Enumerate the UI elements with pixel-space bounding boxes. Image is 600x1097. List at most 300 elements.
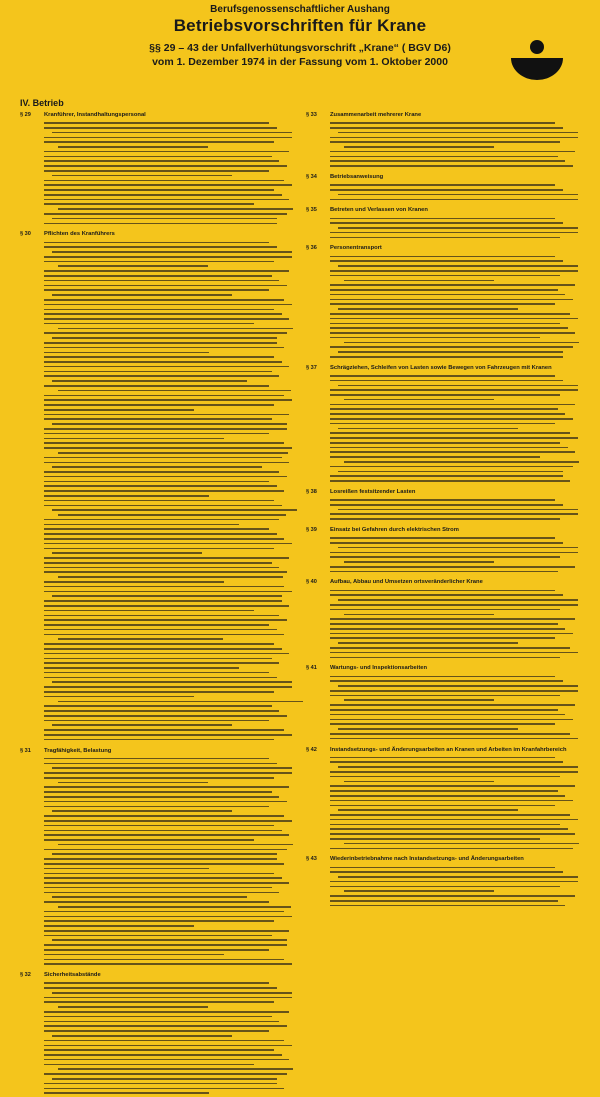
section-title: Tragfähigkeit, Belastung	[44, 747, 112, 754]
section-title: Betreten und Verlassen von Kranen	[330, 207, 428, 214]
text-line	[330, 895, 575, 897]
text-line	[44, 567, 279, 569]
text-line	[330, 184, 555, 186]
text-line	[344, 461, 579, 463]
text-line	[344, 561, 494, 563]
text-line	[330, 270, 578, 272]
section	[306, 365, 580, 485]
text-line	[44, 791, 272, 793]
text-line	[44, 605, 289, 607]
text-line	[330, 284, 575, 286]
text-line	[44, 571, 287, 573]
text-line	[44, 1021, 279, 1023]
text-line	[44, 500, 274, 502]
text-line	[44, 959, 284, 961]
text-line	[44, 289, 269, 291]
text-line	[338, 385, 578, 387]
text-line	[44, 658, 272, 660]
text-line	[344, 890, 494, 892]
text-line	[330, 289, 558, 291]
text-line	[330, 657, 560, 659]
text-line	[330, 275, 560, 277]
text-line	[44, 920, 274, 922]
text-line	[44, 385, 269, 387]
text-line	[44, 581, 224, 583]
text-line	[44, 447, 292, 449]
text-line	[44, 342, 277, 344]
text-line	[44, 667, 239, 669]
text-line	[44, 137, 292, 139]
text-line	[44, 160, 279, 162]
text-line	[44, 935, 272, 937]
text-line	[330, 571, 558, 573]
text-line	[44, 261, 274, 263]
text-line	[44, 801, 287, 803]
page-title: Betriebsvorschriften für Krane	[173, 16, 427, 35]
text-line	[44, 892, 279, 894]
text-line	[330, 165, 573, 167]
text-line	[44, 815, 284, 817]
text-line	[44, 858, 277, 860]
section	[20, 112, 294, 227]
text-line	[330, 499, 555, 501]
text-line	[52, 595, 282, 597]
text-line	[330, 418, 573, 420]
text-line	[44, 763, 277, 765]
text-line	[338, 642, 518, 644]
text-line	[330, 609, 560, 611]
text-line	[44, 548, 274, 550]
text-line	[44, 318, 289, 320]
text-line	[330, 800, 573, 802]
text-line	[44, 634, 284, 636]
text-line	[44, 1059, 289, 1061]
text-line	[52, 337, 277, 339]
section-title: Personentransport	[330, 245, 382, 252]
text-line	[44, 1045, 292, 1047]
text-line	[44, 127, 277, 129]
text-line	[44, 1001, 274, 1003]
text-line	[330, 552, 578, 554]
text-line	[44, 285, 287, 287]
text-line	[330, 785, 575, 787]
text-line	[44, 490, 284, 492]
text-line	[330, 680, 563, 682]
text-line	[52, 466, 262, 468]
text-line	[52, 380, 247, 382]
section	[306, 245, 580, 360]
section-number: § 37	[306, 364, 317, 371]
text-line	[330, 122, 555, 124]
section-number: § 35	[306, 207, 317, 214]
text-line	[330, 394, 560, 396]
text-line	[44, 715, 287, 717]
text-line	[330, 795, 565, 797]
text-line	[330, 375, 555, 377]
text-line	[44, 820, 292, 822]
text-line	[330, 323, 560, 325]
text-line	[330, 790, 558, 792]
text-line	[344, 399, 494, 401]
text-line	[44, 873, 274, 875]
text-line	[44, 1049, 274, 1051]
text-line	[52, 132, 292, 134]
text-line	[44, 299, 284, 301]
section	[306, 174, 580, 203]
section-number: § 31	[20, 747, 31, 754]
text-line	[330, 647, 570, 649]
text-line	[330, 566, 575, 568]
text-line	[44, 366, 289, 368]
text-line	[44, 347, 284, 349]
text-line	[330, 833, 575, 835]
text-line	[330, 828, 568, 830]
section-number: § 38	[306, 488, 317, 495]
text-line	[44, 600, 282, 602]
text-line	[330, 475, 563, 477]
text-line	[44, 777, 274, 779]
text-line	[44, 256, 292, 258]
text-line	[44, 361, 282, 363]
text-line	[52, 1035, 232, 1037]
text-line	[44, 524, 239, 526]
section-title: Instandsetzungs- und Änderungsarbeiten an Kranen und Arbeiten im Kranfahrbereich	[330, 746, 567, 753]
text-line	[44, 615, 279, 617]
text-line	[330, 303, 555, 305]
subtitle: §§ 29 – 43 der Unfallverhütungsvorschrift „Krane“ ( BGV D6)	[149, 42, 451, 54]
text-line	[44, 203, 254, 205]
text-line	[330, 299, 573, 301]
text-line	[52, 681, 292, 683]
section-number: § 29	[20, 112, 31, 118]
section	[306, 665, 580, 742]
text-line	[44, 304, 292, 306]
text-line	[330, 709, 558, 711]
text-line	[330, 480, 570, 482]
text-line	[44, 414, 289, 416]
text-line	[44, 332, 287, 334]
text-line	[52, 767, 292, 769]
text-line	[44, 696, 194, 698]
text-line	[44, 199, 289, 201]
text-line	[58, 208, 293, 210]
text-line	[330, 442, 560, 444]
text-line	[338, 766, 578, 768]
text-line	[44, 930, 289, 932]
text-line	[330, 761, 563, 763]
section	[20, 972, 294, 1097]
text-line	[44, 562, 272, 564]
section-number: § 30	[20, 231, 31, 238]
text-line	[330, 466, 573, 468]
text-line	[58, 906, 291, 908]
right-column	[306, 112, 580, 890]
text-line	[330, 423, 555, 425]
text-line	[44, 165, 287, 167]
bg-logo-icon	[508, 36, 566, 80]
text-line	[338, 351, 563, 353]
section-title: Kranführer, Instandhaltungspersonal	[44, 112, 146, 118]
content-columns	[20, 112, 580, 979]
text-line	[44, 538, 284, 540]
text-line	[330, 719, 573, 721]
text-line	[44, 629, 277, 631]
text-line	[44, 863, 284, 865]
text-line	[44, 481, 269, 483]
text-line	[52, 724, 232, 726]
text-line	[330, 432, 570, 434]
text-line	[44, 352, 209, 354]
text-line	[330, 504, 563, 506]
text-line	[44, 528, 269, 530]
text-line	[330, 260, 563, 262]
text-line	[330, 318, 578, 320]
text-line	[44, 786, 289, 788]
text-line	[330, 437, 578, 439]
section	[20, 748, 294, 969]
text-line	[330, 256, 555, 258]
section-number: § 40	[306, 579, 317, 586]
text-line	[330, 451, 575, 453]
text-line	[44, 476, 287, 478]
text-line	[44, 356, 274, 358]
section	[306, 489, 580, 523]
text-line	[330, 771, 578, 773]
text-line	[330, 824, 560, 826]
text-line	[44, 710, 279, 712]
text-line	[44, 471, 279, 473]
text-line	[44, 610, 254, 612]
text-line	[44, 758, 269, 760]
text-line	[44, 180, 284, 182]
text-line	[330, 590, 555, 592]
text-line	[330, 886, 560, 888]
text-line	[58, 146, 208, 148]
text-line	[44, 457, 282, 459]
text-line	[338, 509, 578, 511]
text-line	[338, 428, 518, 430]
text-line	[338, 471, 563, 473]
text-line	[44, 830, 282, 832]
text-line	[330, 556, 560, 558]
text-line	[44, 428, 287, 430]
text-line	[44, 734, 292, 736]
text-line	[44, 223, 277, 225]
text-line	[52, 175, 232, 177]
text-line	[44, 1092, 209, 1094]
text-line	[344, 781, 494, 783]
text-line	[44, 1011, 289, 1013]
text-line	[330, 738, 578, 740]
text-line	[52, 1078, 277, 1080]
text-line	[330, 404, 575, 406]
text-line	[44, 796, 279, 798]
text-line	[330, 604, 578, 606]
text-line	[44, 409, 194, 411]
text-line	[44, 849, 287, 851]
text-line	[44, 433, 269, 435]
text-line	[44, 275, 272, 277]
subtitle-date: vom 1. Dezember 1974 in der Fassung vom 1. Oktober 2000	[152, 56, 448, 68]
text-line	[330, 867, 555, 869]
header	[20, 0, 580, 96]
text-line	[44, 720, 269, 722]
section	[306, 112, 580, 170]
text-line	[330, 160, 565, 162]
text-line	[330, 513, 578, 515]
text-line	[344, 342, 579, 344]
text-line	[330, 137, 578, 139]
text-line	[44, 691, 274, 693]
text-line	[44, 442, 284, 444]
text-line	[330, 714, 565, 716]
text-line	[44, 242, 269, 244]
text-line	[44, 399, 292, 401]
text-line	[44, 586, 284, 588]
text-line	[330, 346, 573, 348]
left-column	[20, 112, 294, 979]
text-line	[330, 757, 555, 759]
text-line	[330, 848, 573, 850]
text-line	[330, 637, 555, 639]
section	[20, 231, 294, 743]
section	[306, 747, 580, 853]
text-line	[44, 591, 292, 593]
text-line	[44, 868, 209, 870]
text-line	[44, 839, 254, 841]
text-line	[58, 576, 283, 578]
text-line	[330, 905, 565, 907]
text-line	[330, 332, 575, 334]
text-line	[44, 194, 282, 196]
text-line	[44, 543, 292, 545]
text-line	[330, 805, 555, 807]
section-title: Einsatz bei Gefahren durch elektrischen Strom	[330, 527, 459, 534]
text-line	[44, 643, 274, 645]
text-line	[44, 184, 292, 186]
text-line	[330, 408, 558, 410]
text-line	[52, 896, 247, 898]
text-line	[44, 323, 254, 325]
text-line	[44, 619, 287, 621]
text-line	[58, 1006, 208, 1008]
text-line	[52, 294, 232, 296]
text-line	[44, 705, 272, 707]
text-line	[344, 146, 494, 148]
text-line	[44, 151, 289, 153]
text-line	[330, 189, 563, 191]
text-line	[44, 834, 289, 836]
section-title: Betriebsanweisung	[330, 174, 384, 180]
section-number: § 41	[306, 665, 317, 672]
text-line	[58, 452, 288, 454]
text-line	[44, 1025, 287, 1027]
text-line	[330, 151, 575, 153]
text-line	[44, 944, 287, 946]
text-line	[52, 509, 297, 511]
text-line	[44, 246, 277, 248]
text-line	[330, 237, 560, 239]
text-line	[338, 227, 578, 229]
text-line	[58, 514, 286, 516]
text-line	[330, 690, 578, 692]
text-line	[44, 882, 289, 884]
text-line	[44, 156, 272, 158]
text-line	[44, 677, 277, 679]
text-line	[338, 599, 578, 601]
part-title: IV. Betrieb	[20, 98, 64, 108]
text-line	[330, 456, 540, 458]
text-line	[330, 232, 578, 234]
text-line	[44, 772, 292, 774]
text-line	[330, 628, 565, 630]
text-line	[330, 222, 563, 224]
text-line	[330, 156, 558, 158]
text-line	[330, 652, 578, 654]
text-line	[44, 1073, 287, 1075]
text-line	[330, 633, 573, 635]
section-number: § 36	[306, 245, 317, 252]
text-line	[44, 686, 292, 688]
text-line	[44, 729, 284, 731]
text-line	[44, 270, 289, 272]
text-line	[44, 806, 269, 808]
section-title: Zusammenarbeit mehrerer Krane	[330, 112, 422, 118]
text-line	[44, 505, 282, 507]
text-line	[44, 739, 274, 741]
text-line	[338, 876, 578, 878]
text-line	[44, 371, 272, 373]
text-line	[330, 199, 578, 201]
text-line	[330, 294, 565, 296]
text-line	[44, 557, 289, 559]
text-line	[338, 809, 518, 811]
text-line	[44, 901, 269, 903]
section-title: Sicherheitsabstände	[44, 972, 101, 979]
text-line	[44, 672, 269, 674]
text-line	[330, 676, 555, 678]
text-line	[330, 313, 570, 315]
text-line	[44, 1054, 282, 1056]
text-line	[44, 925, 194, 927]
section-number: § 33	[306, 112, 317, 118]
text-line	[330, 218, 555, 220]
text-line	[44, 189, 274, 191]
text-line	[338, 265, 578, 267]
kicker: Berufsgenossenschaftlicher Aushang	[210, 4, 390, 15]
section-title: Aufbau, Abbau und Umsetzen ortsveränderlicher Krane	[330, 579, 483, 586]
text-line	[44, 141, 274, 143]
text-line	[44, 485, 277, 487]
section-number: § 43	[306, 856, 317, 863]
text-line	[330, 356, 563, 358]
text-line	[330, 776, 560, 778]
text-line	[44, 438, 224, 440]
text-line	[338, 728, 518, 730]
text-line	[44, 949, 269, 951]
text-line	[44, 877, 282, 879]
text-line	[44, 533, 277, 535]
text-line	[330, 389, 578, 391]
text-line	[330, 447, 568, 449]
text-line	[44, 519, 279, 521]
text-line	[44, 1083, 277, 1085]
text-line	[338, 132, 578, 134]
text-line	[330, 871, 563, 873]
text-line	[44, 653, 289, 655]
text-line	[58, 782, 208, 784]
text-line	[44, 404, 274, 406]
